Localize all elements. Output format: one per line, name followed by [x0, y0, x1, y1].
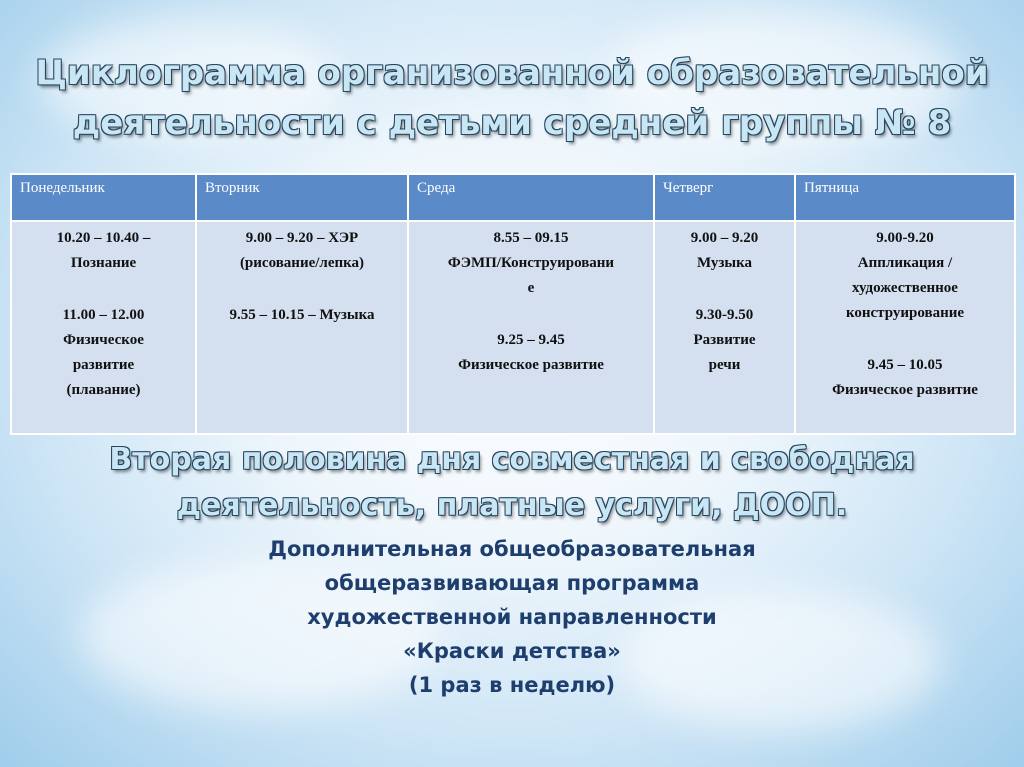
- header-tuesday: Вторник: [196, 174, 408, 221]
- cell-line: 10.20 – 10.40 –: [56, 230, 151, 246]
- cell-line: речи: [708, 357, 741, 373]
- cell-line: 9.30-9.50: [695, 307, 754, 323]
- cell-spacer: [661, 276, 788, 303]
- cell-line: (плавание): [66, 382, 141, 398]
- cell-monday: [11, 221, 196, 434]
- section-heading: [0, 437, 1024, 529]
- program-line: Дополнительная общеобразовательная: [268, 537, 756, 561]
- cell-line: 9.55 – 10.15 – Музыка: [229, 307, 375, 323]
- cell-spacer: [415, 301, 647, 328]
- program-line: общеразвивающая программа: [324, 571, 700, 595]
- table-row: [11, 221, 1015, 434]
- cell-spacer: [18, 276, 189, 303]
- cell-line: Музыка: [696, 255, 753, 271]
- program-frequency: (1 раз в неделю): [408, 673, 616, 697]
- section-heading-line-2: деятельность, платные услуги, ДООП.: [176, 488, 848, 523]
- cell-line: 11.00 – 12.00: [62, 307, 145, 323]
- cell-tuesday: [196, 221, 408, 434]
- cell-line: 9.00-9.20: [876, 230, 934, 246]
- cell-line: развитие: [72, 357, 135, 373]
- page-title-line-2: деятельности с детьми средней группы № 8: [72, 103, 952, 143]
- cell-line: (рисование/лепка): [239, 255, 365, 271]
- page-title-line-1: Циклограмма организованной образовательной: [35, 53, 989, 93]
- cell-spacer: [203, 276, 401, 303]
- cell-line: 9.25 – 9.45: [497, 332, 565, 348]
- cell-spacer: [802, 326, 1008, 353]
- table-header-row: [11, 174, 1015, 221]
- header-wednesday: Среда: [408, 174, 654, 221]
- schedule-table: [10, 173, 1016, 435]
- cell-line: Физическое: [63, 332, 144, 348]
- section-heading-line-1: Вторая половина дня совместная и свободная: [109, 442, 915, 477]
- program-description: [0, 532, 1024, 702]
- cell-line: Познание: [70, 255, 137, 271]
- header-thursday: Четверг: [654, 174, 795, 221]
- header-friday: Пятница: [795, 174, 1015, 221]
- program-line: художественной направленности: [307, 605, 717, 629]
- cell-line: 9.45 – 10.05: [867, 357, 943, 373]
- header-monday: Понедельник: [11, 174, 196, 221]
- cell-line: 9.00 – 9.20 – ХЭР: [245, 230, 359, 246]
- page-title: [0, 48, 1024, 148]
- cell-friday: [795, 221, 1015, 434]
- cell-wednesday: [408, 221, 654, 434]
- cell-line: Физическое развитие: [458, 357, 604, 373]
- cell-line: Аппликация /: [857, 255, 953, 271]
- cell-line: 9.00 – 9.20: [690, 230, 759, 246]
- cell-thursday: [654, 221, 795, 434]
- cell-line: 8.55 – 09.15: [493, 230, 569, 246]
- cell-line: Развитие: [693, 332, 756, 348]
- program-name: «Краски детства»: [403, 639, 621, 663]
- cell-line: конструирование: [845, 305, 965, 321]
- cell-line: художественное: [852, 280, 958, 296]
- cell-line: е: [527, 280, 535, 296]
- cell-line: Физическое развитие: [832, 382, 978, 398]
- cell-line: ФЭМП/Конструировани: [447, 255, 615, 271]
